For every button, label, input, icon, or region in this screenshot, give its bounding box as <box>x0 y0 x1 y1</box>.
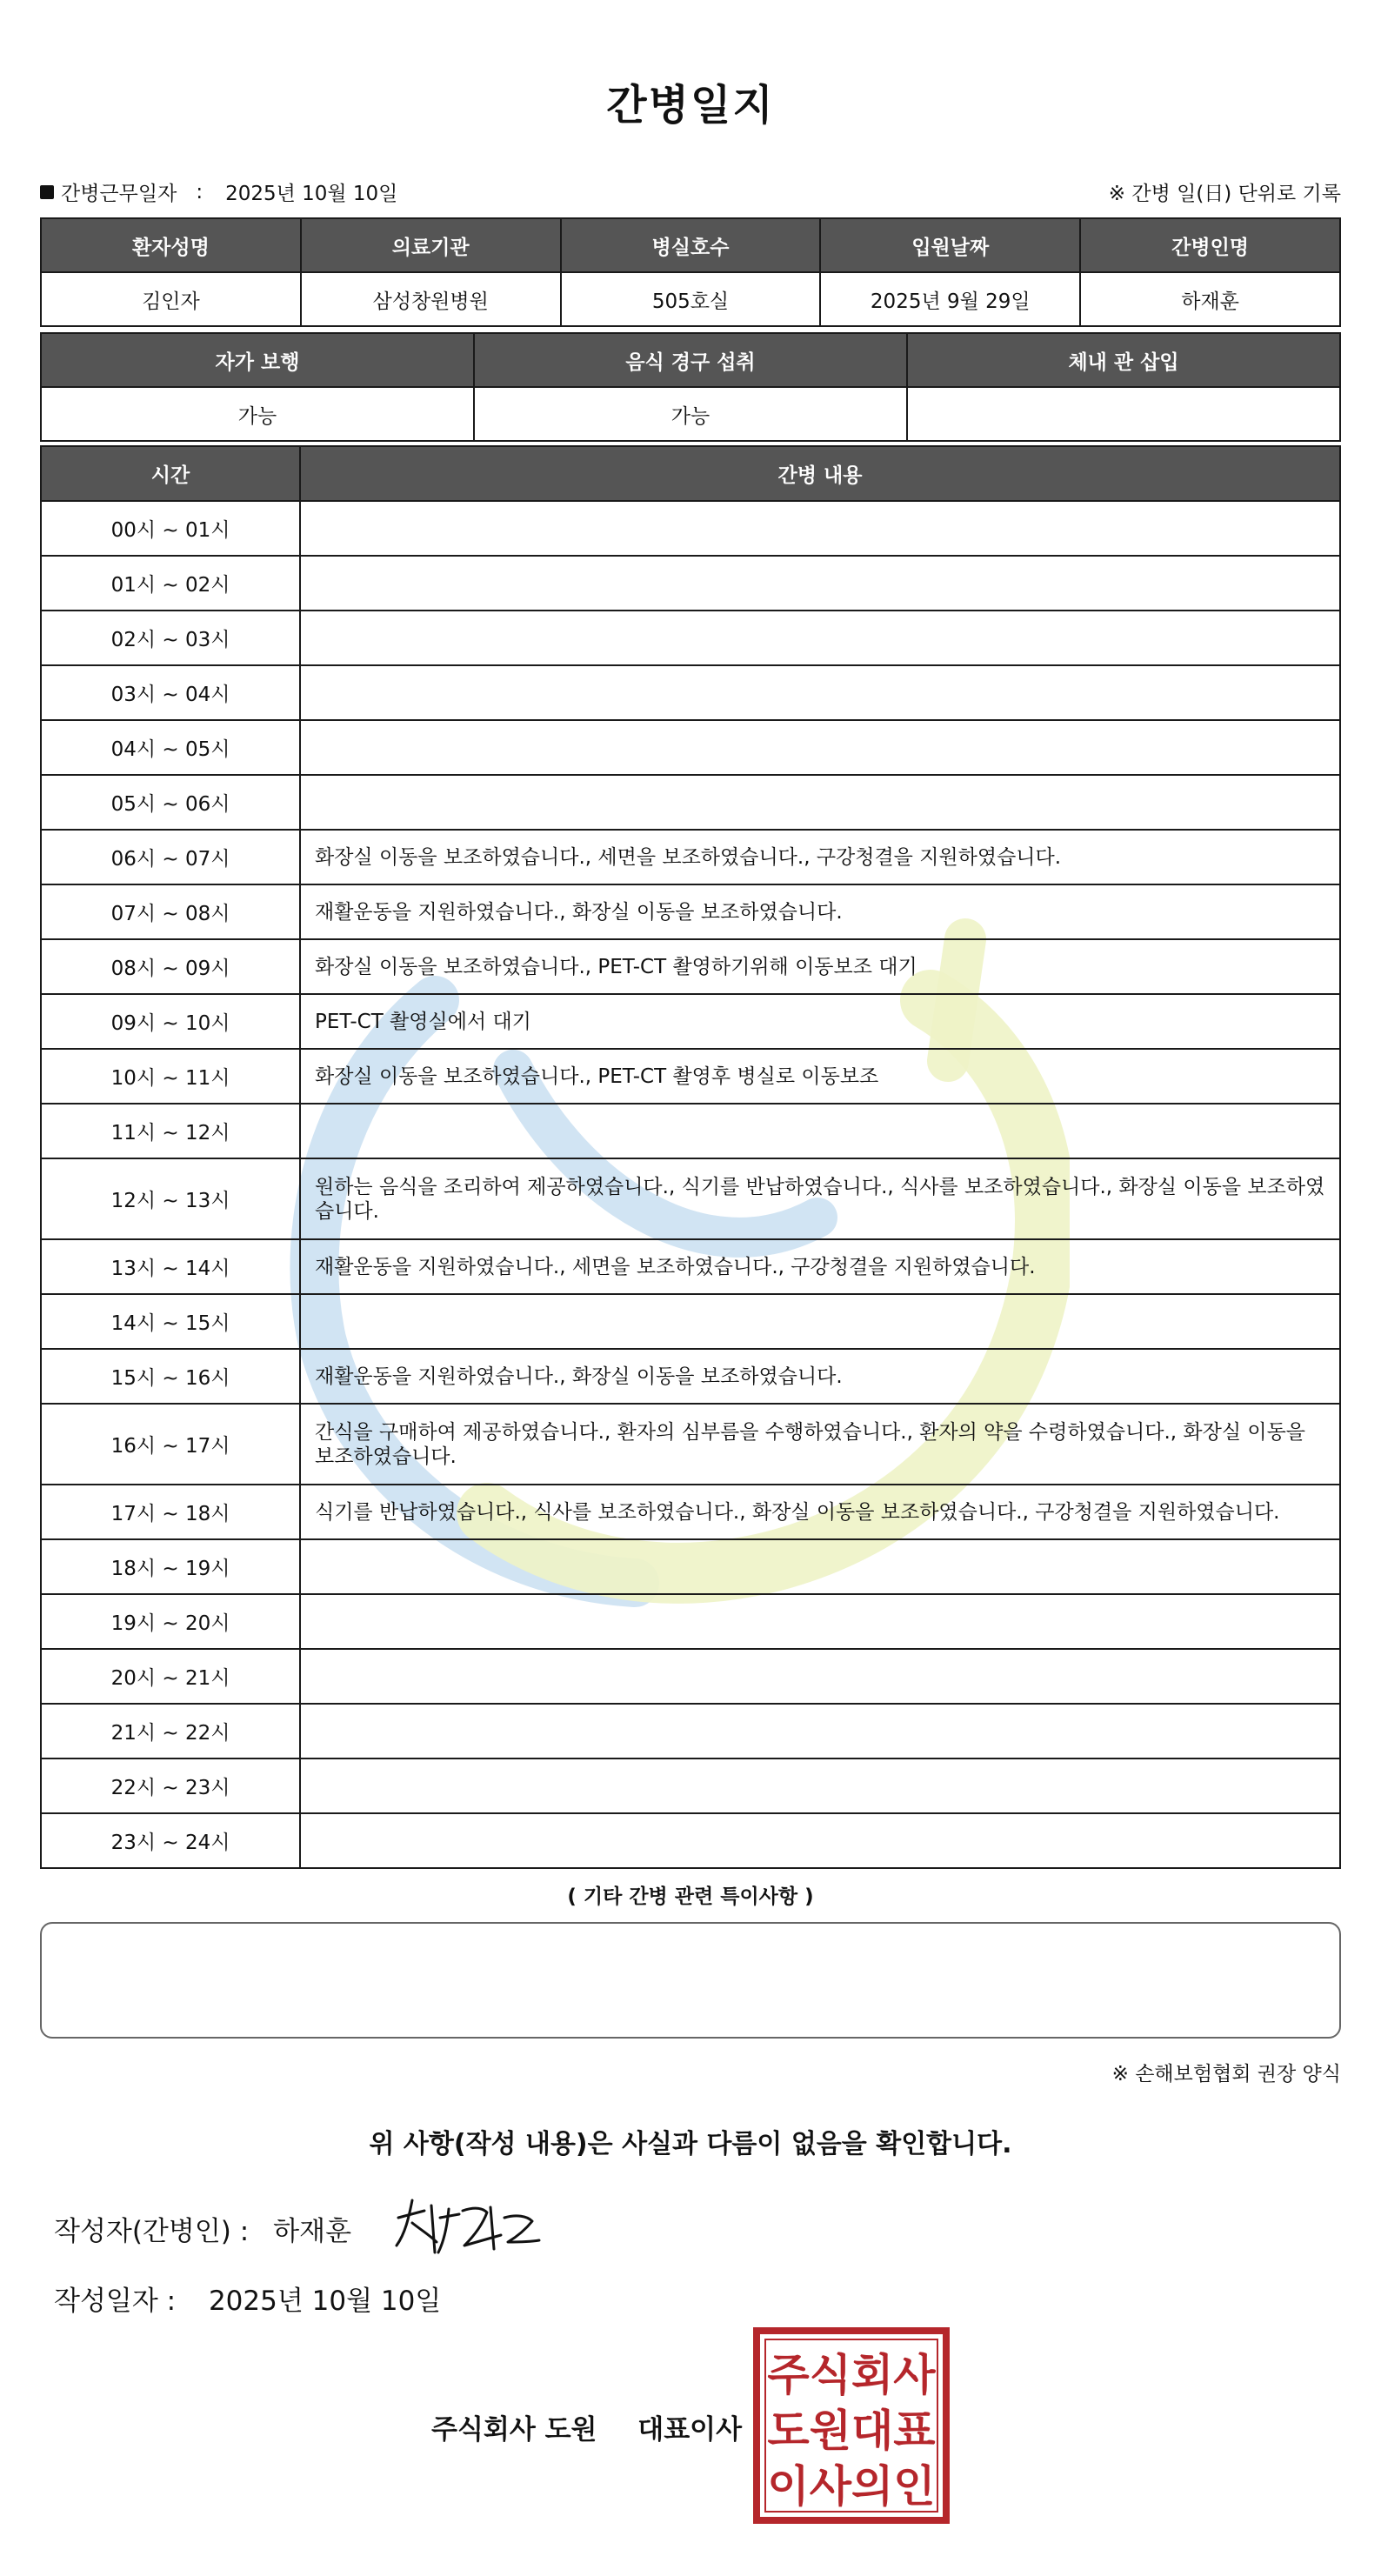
content-cell: 식기를 반납하였습니다., 식사를 보조하였습니다., 화장실 이동을 보조하였습니다., 구강청결을 지원하였습니다. <box>300 1485 1340 1539</box>
content-cell <box>300 1704 1340 1758</box>
table-row <box>41 1104 1340 1158</box>
content-cell <box>300 1539 1340 1594</box>
time-cell: 05시 ~ 06시 <box>41 775 300 830</box>
status-value-row <box>41 387 1340 441</box>
hospital-name: 삼성창원병원 <box>301 272 561 326</box>
time-cell: 14시 ~ 15시 <box>41 1294 300 1349</box>
company-seal-icon <box>753 2327 950 2524</box>
table-row <box>41 665 1340 720</box>
admission-date: 2025년 9월 29일 <box>820 272 1080 326</box>
company-name: 주식회사 도원 <box>431 2414 597 2446</box>
caregiver-name: 하재훈 <box>1080 272 1340 326</box>
table-row <box>41 556 1340 611</box>
header-patient-name: 환자성명 <box>41 218 301 272</box>
patient-info-value-row <box>41 272 1340 326</box>
time-cell: 16시 ~ 17시 <box>41 1404 300 1485</box>
seal-line-3: 이사의인 <box>767 2461 936 2512</box>
content-cell: 재활운동을 지원하였습니다., 화장실 이동을 보조하였습니다. <box>300 884 1340 939</box>
table-row <box>41 1349 1340 1404</box>
oral-intake-value: 가능 <box>474 387 907 441</box>
header-time: 시간 <box>41 446 300 501</box>
confirmation-statement: 위 사항(작성 내용)은 사실과 다름이 없음을 확인합니다. <box>369 2129 1012 2159</box>
time-cell: 22시 ~ 23시 <box>41 1758 300 1813</box>
content-cell: 화장실 이동을 보조하였습니다., PET-CT 촬영하기위해 이동보조 대기 <box>300 939 1340 994</box>
care-log-header-row <box>41 446 1340 501</box>
table-row <box>41 1239 1340 1294</box>
time-cell: 19시 ~ 20시 <box>41 1594 300 1649</box>
seal-line-1: 주식회사 <box>767 2350 936 2400</box>
content-cell <box>300 1813 1340 1868</box>
time-cell: 08시 ~ 09시 <box>41 939 300 994</box>
table-row <box>41 1649 1340 1704</box>
patient-name: 김인자 <box>41 272 301 326</box>
bullet-square-icon <box>40 185 54 199</box>
content-cell <box>300 611 1340 665</box>
write-date-label: 작성일자 : <box>54 2286 177 2317</box>
time-cell: 12시 ~ 13시 <box>41 1158 300 1239</box>
time-cell: 11시 ~ 12시 <box>41 1104 300 1158</box>
unit-note: ※ 간병 일(日) 단위로 기록 <box>1108 183 1341 205</box>
company-line <box>431 2407 742 2446</box>
seal-line-2: 도원대표 <box>767 2406 936 2456</box>
table-row <box>41 939 1340 994</box>
work-date-separator: : <box>196 180 203 204</box>
special-notes-box <box>40 1922 1341 2039</box>
header-admission-date: 입원날짜 <box>820 218 1080 272</box>
header-care-content: 간병 내용 <box>300 446 1340 501</box>
table-row <box>41 1158 1340 1239</box>
time-cell: 15시 ~ 16시 <box>41 1349 300 1404</box>
writer-label: 작성자(간병인) : <box>54 2216 250 2247</box>
care-log-table <box>40 445 1341 1869</box>
write-date-value: 2025년 10월 10일 <box>208 2286 442 2317</box>
recommended-form-note: ※ 손해보험협회 권장 양식 <box>1111 2063 1341 2085</box>
table-row <box>41 1404 1340 1485</box>
time-cell: 09시 ~ 10시 <box>41 994 300 1049</box>
table-row <box>41 830 1340 884</box>
content-cell: 화장실 이동을 보조하였습니다., PET-CT 촬영후 병실로 이동보조 <box>300 1049 1340 1104</box>
content-cell <box>300 720 1340 775</box>
table-row <box>41 1539 1340 1594</box>
work-date-label: 간병근무일자 <box>61 183 177 205</box>
writer-line <box>54 2209 351 2248</box>
table-row <box>41 775 1340 830</box>
content-cell: PET-CT 촬영실에서 대기 <box>300 994 1340 1049</box>
room-number: 505호실 <box>561 272 821 326</box>
content-cell <box>300 1294 1340 1349</box>
content-cell <box>300 665 1340 720</box>
content-cell <box>300 501 1340 556</box>
time-cell: 23시 ~ 24시 <box>41 1813 300 1868</box>
time-cell: 03시 ~ 04시 <box>41 665 300 720</box>
time-cell: 10시 ~ 11시 <box>41 1049 300 1104</box>
header-tube-insertion: 체내 관 삽입 <box>907 333 1340 387</box>
status-header-row <box>41 333 1340 387</box>
content-cell <box>300 1104 1340 1158</box>
special-notes-title: ( 기타 간병 관련 특이사항 ) <box>567 1885 814 1908</box>
write-date-line <box>54 2279 441 2318</box>
content-cell: 재활운동을 지원하였습니다., 세면을 보조하였습니다., 구강청결을 지원하였습니다. <box>300 1239 1340 1294</box>
table-row <box>41 1704 1340 1758</box>
content-cell: 화장실 이동을 보조하였습니다., 세면을 보조하였습니다., 구강청결을 지원하였습니다. <box>300 830 1340 884</box>
table-row <box>41 994 1340 1049</box>
table-row <box>41 501 1340 556</box>
table-row <box>41 611 1340 665</box>
content-cell: 간식을 구매하여 제공하였습니다., 환자의 심부름을 수행하였습니다., 환자의 약을 수령하였습니다., 화장실 이동을 보조하였습니다. <box>300 1404 1340 1485</box>
time-cell: 17시 ~ 18시 <box>41 1485 300 1539</box>
time-cell: 21시 ~ 22시 <box>41 1704 300 1758</box>
table-row <box>41 1294 1340 1349</box>
time-cell: 00시 ~ 01시 <box>41 501 300 556</box>
table-row <box>41 720 1340 775</box>
time-cell: 18시 ~ 19시 <box>41 1539 300 1594</box>
time-cell: 07시 ~ 08시 <box>41 884 300 939</box>
header-caregiver: 간병인명 <box>1080 218 1340 272</box>
content-cell <box>300 556 1340 611</box>
time-cell: 20시 ~ 21시 <box>41 1649 300 1704</box>
time-cell: 04시 ~ 05시 <box>41 720 300 775</box>
header-self-walking: 자가 보행 <box>41 333 474 387</box>
time-cell: 06시 ~ 07시 <box>41 830 300 884</box>
patient-info-header-row <box>41 218 1340 272</box>
content-cell <box>300 1758 1340 1813</box>
tube-insertion-value <box>907 387 1340 441</box>
header-room: 병실호수 <box>561 218 821 272</box>
patient-status-table <box>40 332 1341 442</box>
content-cell: 재활운동을 지원하였습니다., 화장실 이동을 보조하였습니다. <box>300 1349 1340 1404</box>
table-row <box>41 884 1340 939</box>
self-walking-value: 가능 <box>41 387 474 441</box>
time-cell: 02시 ~ 03시 <box>41 611 300 665</box>
time-cell: 01시 ~ 02시 <box>41 556 300 611</box>
meta-row <box>40 174 1341 205</box>
work-date-value: 2025년 10월 10일 <box>225 183 398 205</box>
table-row <box>41 1758 1340 1813</box>
content-cell <box>300 1594 1340 1649</box>
header-hospital: 의료기관 <box>301 218 561 272</box>
content-cell: 원하는 음식을 조리하여 제공하였습니다., 식기를 반납하였습니다., 식사를 보조하였습니다., 화장실 이동을 보조하였습니다. <box>300 1158 1340 1239</box>
header-oral-intake: 음식 경구 섭취 <box>474 333 907 387</box>
company-ceo-title: 대표이사 <box>637 2414 743 2446</box>
content-cell <box>300 775 1340 830</box>
table-row <box>41 1594 1340 1649</box>
time-cell: 13시 ~ 14시 <box>41 1239 300 1294</box>
table-row <box>41 1485 1340 1539</box>
writer-name: 하재훈 <box>273 2216 352 2247</box>
signature-icon <box>386 2192 543 2261</box>
content-cell <box>300 1649 1340 1704</box>
page-title: 간병일지 <box>606 81 775 130</box>
patient-info-table <box>40 217 1341 327</box>
table-row <box>41 1049 1340 1104</box>
table-row <box>41 1813 1340 1868</box>
